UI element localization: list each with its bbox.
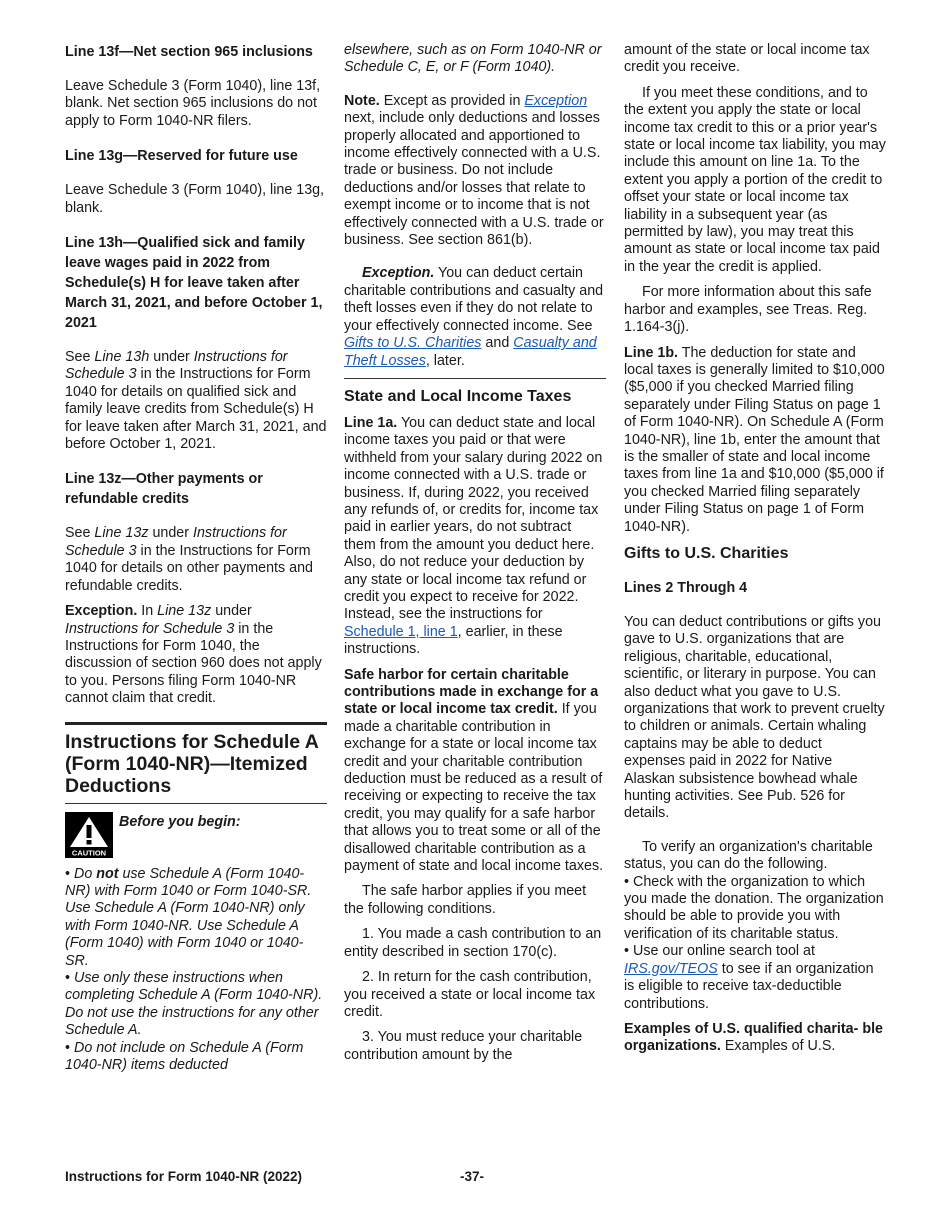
para-line-1a: Line 1a. You can deduct state and local income taxes you paid or that were withheld from your salary during 2022 on income connected with a U.S. trade or business. If, during 2022, you received any refunds of, or credits for, income tax paid in earlier years, do not subtract them from the amount you deduct here. Also, do not reduce your deduction by any state or local income tax refund or credit you expect to receive for 2022. Instead, see the instructions for Schedule 1, line 1, earlier, in these instructions. (344, 414, 603, 658)
heading-line-13z: Line 13z—Other payments or refundable credits (65, 471, 263, 508)
section-divider (65, 722, 327, 725)
column-3 (624, 42, 886, 1064)
section-divider (344, 378, 606, 379)
link-exception[interactable]: Exception (524, 92, 588, 109)
para-examples: Examples of U.S. qualified charita- ble organizations. Examples of U.S. (624, 1020, 883, 1055)
bullet-2: • Use only these instructions when completing Schedule A (Form 1040-NR). Do not use the instructions for any other Schedule A. (65, 969, 323, 1039)
para-line-13f: Leave Schedule 3 (Form 1040), line 13f, blank. Net section 965 inclusions do not apply to Form 1040-NR filers. (65, 78, 321, 129)
condition-2: 2. In return for the cash contribution, you received a state or local income tax credit. (344, 969, 596, 1020)
verify-bullet-2: • Use our online search tool at IRS.gov/TEOS to see if an organization is eligible to receive tax-deductible contributions. (624, 943, 874, 1012)
condition-3: 3. You must reduce your charitable contribution amount by the (344, 1029, 583, 1063)
heading-line-13g: Line 13g—Reserved for future use (65, 148, 298, 165)
footer-form-title: Instructions for Form 1040-NR (2022) (65, 1169, 303, 1184)
para-line-13h: See Line 13h under Instructions for Schedule 3 in the Instructions for Form 1040 for details on qualified sick and family leave credits from Schedule(s) H for leave taken after March 31, 2021, and before October 1, 2021. (65, 349, 327, 453)
para-more-info: For more information about this safe harbor and examples, see Treas. Reg. 1.164-3(j). (624, 284, 872, 336)
before-you-begin: Before you begin: (119, 813, 241, 830)
link-irs-teos[interactable]: IRS.gov/TEOS (624, 960, 718, 977)
para-note: Note. Except as provided in Exception next, include only deductions and losses properly allocated and apportioned to income effectively connected with a U.S. trade or business. Do not include deductions and/or losses that relate to exempt income or to income that is not effectively connected with a U.S. trade or business. See section 861(b). (344, 92, 604, 249)
para-line-13z: See Line 13z under Instructions for Schedule 3 in the Instructions for Form 1040 for details on other payments and refundable credits. (65, 525, 313, 594)
title-underline (65, 803, 327, 804)
gifts-heading: Gifts to U.S. Charities (624, 544, 789, 562)
para-exception-13z: Exception. In Line 13z under Instructions for Schedule 3 in the Instructions for Form 1040, the discussion of section 960 does not apply to you. Persons filing Form 1040-NR cannot claim that credit. (65, 603, 322, 707)
para-line-1b: Line 1b. The deduction for state and local taxes is generally limited to $10,000 ($5,000 if you checked Married filing separately under Filing Status on page 1 of Form 1040-NR). On Schedule A (Form 1040-NR), line 1b, enter the amount that is the smaller of state and local income taxes from line 1a and $10,000 ($5,000 if you checked Married filing separately under Filing Status on page 1 of Form 1040-NR). (624, 344, 885, 535)
column-1 (65, 42, 327, 1074)
condition-3-continued: amount of the state or local income tax credit you receive. (624, 42, 870, 76)
schedule-a-title: Instructions for Schedule A (Form 1040-NR)—Itemized Deductions (65, 730, 319, 797)
condition-1: 1. You made a cash contribution to an entity described in section 170(c). (344, 926, 602, 960)
link-schedule-1-line-1[interactable]: Schedule 1, line 1 (344, 623, 458, 640)
bullet-1: • Do not use Schedule A (Form 1040-NR) with Form 1040 or Form 1040-SR. Use Schedule A (Form 1040-NR) only with Form 1040-NR. Use Schedule A (Form 1040) with Form 1040 or 1040-SR. (65, 865, 312, 969)
column-2 (344, 42, 606, 1072)
bullet-3: • Do not include on Schedule A (Form 1040-NR) items deducted (65, 1039, 304, 1073)
caution-box (65, 812, 327, 858)
heading-line-13h: Line 13h—Qualified sick and family leave wages paid in 2022 from Schedule(s) H for leave taken after March 31, 2021, and before October 1, 2021 (65, 235, 323, 332)
para-safe-harbor: Safe harbor for certain charitable contributions made in exchange for a state or local income tax credit. If you made a charitable contribution in exchange for a state or local income tax credit and your charitable contribution deduction must be reduced as a result of receiving or expecting to receive the tax credit, you may qualify for a safe harbor that allows you to treat some or all of the disallowed charitable contribution as a payment of state and local income taxes. (344, 666, 604, 875)
para-safe-harbor-applies: The safe harbor applies if you meet the following conditions. (344, 883, 587, 917)
link-gifts-to-us-charities[interactable]: Gifts to U.S. Charities (344, 335, 482, 352)
para-if-you-meet: If you meet these conditions, and to the extent you apply the state or local income tax credit to this or a prior year's state or local income tax liability, you may include this amount on line 1a. To the extent you apply a portion of the credit to offset your state or local income tax liability in a subsequent year (as permitted by law), you may treat this amount as state or local income tax paid in the year the credit is applied. (624, 84, 886, 275)
heading-line-13f: Line 13f—Net section 965 inclusions (65, 44, 313, 60)
caution-label: CAUTION (71, 848, 107, 858)
para-gifts: You can deduct contributions or gifts you gave to U.S. organizations that are religious, charitable, educational, scientific, or literary in purpose. You can also deduct what you gave to U.S. organizations that work to prevent cruelty to children or animals. Certain whaling captains may be able to deduct expenses paid in 2022 for Native Alaskan subsistence bowhead whale hunting activities. See Pub. 526 for details. (624, 613, 885, 822)
caution-icon (65, 812, 113, 858)
para-exception: Exception. You can deduct certain charitable contributions and casualty and theft losses even if they do not relate to your effectively connected income. See Gifts to U.S. Charities and Casualty and Theft Losses, later. (344, 265, 604, 369)
bullet-3-continued: elsewhere, such as on Form 1040-NR or Schedule C, E, or F (Form 1040). (344, 42, 602, 76)
lines-2-through-4-heading: Lines 2 Through 4 (624, 579, 748, 596)
verify-bullet-1: • Check with the organization to which you made the donation. The organization should be able to provide you with verification of its charitable status. (624, 873, 884, 942)
para-line-13g: Leave Schedule 3 (Form 1040), line 13g, blank. (65, 182, 325, 216)
page-number: -37- (460, 1169, 485, 1184)
para-verify: To verify an organization's charitable status, you can do the following. (624, 838, 873, 873)
salt-heading: State and Local Income Taxes (344, 387, 572, 405)
link-casualty-and-theft-losses[interactable]: Casualty and Theft Losses (344, 335, 597, 369)
